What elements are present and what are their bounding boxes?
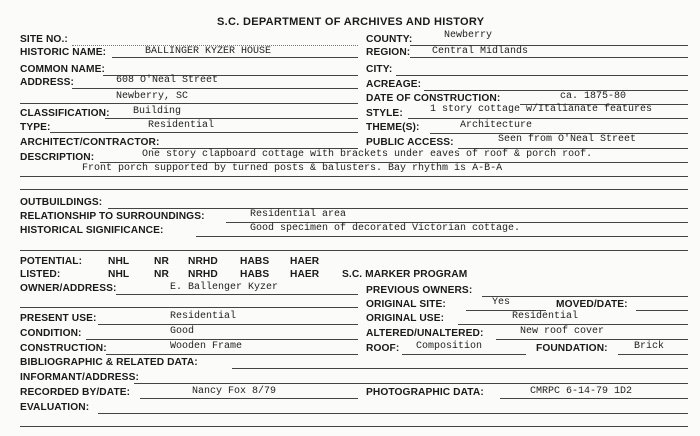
significance-line2	[20, 250, 688, 251]
historic-name-value: BALLINGER KYZER HOUSE	[145, 46, 272, 57]
common-name-label: COMMON NAME:	[20, 64, 105, 75]
recorded-by-label: RECORDED BY/DATE:	[20, 387, 131, 398]
moved-date-label: MOVED/DATE:	[556, 299, 628, 310]
previous-owners-label: PREVIOUS OWNERS:	[366, 285, 473, 296]
outbuildings-label: OUTBUILDINGS:	[20, 197, 103, 208]
construction-line	[106, 354, 358, 355]
foundation-value: Brick	[634, 341, 665, 352]
altered-line	[496, 339, 688, 340]
bibliographic-label: BIBLIOGRAPHIC & RELATED DATA:	[20, 357, 198, 368]
evaluation-line2	[20, 426, 688, 427]
classification-label: CLASSIFICATION:	[20, 108, 110, 119]
bibliographic-line	[232, 368, 688, 369]
listed-nrhd: NRHD	[188, 269, 218, 280]
listed-label: LISTED:	[20, 269, 61, 280]
listed-habs: HABS	[240, 269, 270, 280]
foundation-label: FOUNDATION:	[536, 343, 608, 354]
description-label: DESCRIPTION:	[20, 152, 95, 163]
listed-nhl: NHL	[108, 269, 130, 280]
foundation-line	[618, 354, 688, 355]
outbuildings-line	[108, 208, 688, 209]
description-line3	[20, 189, 688, 190]
listed-nr: NR	[154, 269, 169, 280]
original-site-value: Yes	[492, 297, 511, 308]
style-label: STYLE:	[366, 108, 403, 119]
altered-label: ALTERED/UNALTERED:	[366, 328, 484, 339]
site-no-label: SITE NO.:	[20, 34, 68, 45]
relationship-label: RELATIONSHIP TO SURROUNDINGS:	[20, 211, 205, 222]
listed-haer: HAER	[290, 269, 320, 280]
condition-label: CONDITION:	[20, 328, 82, 339]
county-value: Newberry	[444, 30, 493, 41]
themes-value: Architecture	[460, 120, 533, 131]
owner-address-label: OWNER/ADDRESS:	[20, 283, 117, 294]
potential-nhl: NHL	[108, 256, 130, 267]
historic-name-label: HISTORIC NAME:	[20, 47, 107, 58]
historic-name-line	[112, 57, 358, 58]
original-site-label: ORIGINAL SITE:	[366, 299, 446, 310]
acreage-label: ACREAGE:	[366, 79, 422, 90]
present-use-value: Residential	[170, 311, 237, 322]
style-value: 1 story cottage w/Italianate features	[430, 104, 653, 115]
marker-program-label: S.C. MARKER PROGRAM	[342, 269, 468, 280]
construction-value: Wooden Frame	[170, 341, 243, 352]
original-use-value: Residential	[512, 311, 579, 322]
city-line	[396, 75, 688, 76]
architect-label: ARCHITECT/CONTRACTOR:	[20, 137, 160, 148]
evaluation-label: EVALUATION:	[20, 402, 90, 413]
address-label: ADDRESS:	[20, 77, 75, 88]
roof-value: Composition	[416, 341, 483, 352]
potential-nr: NR	[154, 256, 169, 267]
classification-value: Building	[133, 106, 182, 117]
address-line2-value: Newberry, SC	[116, 91, 189, 102]
themes-label: THEME(S):	[366, 122, 420, 133]
potential-habs: HABS	[240, 256, 270, 267]
original-use-line	[458, 324, 688, 325]
potential-label: POTENTIAL:	[20, 256, 83, 267]
county-label: COUNTY:	[366, 34, 413, 45]
photographic-data-value: CMRPC 6-14-79 1D2	[530, 386, 633, 397]
original-use-label: ORIGINAL USE:	[366, 313, 445, 324]
address-line1	[72, 88, 358, 89]
present-use-label: PRESENT USE:	[20, 313, 97, 324]
form-header: S.C. DEPARTMENT OF ARCHIVES AND HISTORY	[217, 16, 485, 28]
condition-value: Good	[170, 326, 195, 337]
significance-value: Good specimen of decorated Victorian cottage.	[250, 223, 521, 234]
city-label: CITY:	[366, 64, 393, 75]
owner-value: E. Ballenger Kyzer	[170, 282, 279, 293]
address-line1-value: 608 O'Neal Street	[116, 75, 219, 86]
description-line2	[20, 176, 688, 177]
condition-line	[86, 339, 358, 340]
potential-nrhd: NRHD	[188, 256, 218, 267]
classification-line	[105, 118, 358, 119]
relationship-value: Residential area	[250, 209, 347, 220]
owner-line	[116, 294, 358, 295]
date-of-construction-value: ca. 1875-80	[560, 91, 627, 102]
type-value: Residential	[148, 120, 215, 131]
public-access-value: Seen from O'Neal Street	[498, 134, 637, 145]
roof-label: ROOF:	[366, 343, 400, 354]
altered-value: New roof cover	[520, 326, 605, 337]
photographic-data-line	[500, 398, 688, 399]
potential-haer: HAER	[290, 256, 320, 267]
region-value: Central Midlands	[432, 46, 529, 57]
evaluation-line	[98, 413, 688, 414]
roof-line	[402, 354, 526, 355]
acreage-line	[424, 90, 688, 91]
region-line	[410, 57, 688, 58]
description-line2-value: Front porch supported by turned posts & balusters. Bay rhythm is A-B-A	[82, 163, 503, 174]
public-access-label: PUBLIC ACCESS:	[366, 137, 454, 148]
recorded-by-line	[140, 398, 358, 399]
address-line2	[20, 103, 358, 104]
description-line1-value: One story clapboard cottage with brackets under eaves of roof & porch roof.	[142, 149, 593, 160]
type-line	[50, 132, 358, 133]
informant-label: INFORMANT/ADDRESS:	[20, 372, 139, 383]
photographic-data-label: PHOTOGRAPHIC DATA:	[366, 387, 484, 398]
style-line	[408, 118, 688, 119]
type-label: TYPE:	[20, 122, 51, 133]
present-use-line	[98, 324, 358, 325]
significance-label: HISTORICAL SIGNIFICANCE:	[20, 225, 164, 236]
informant-line	[134, 383, 688, 384]
moved-date-line	[636, 310, 688, 311]
region-label: REGION:	[366, 47, 411, 58]
significance-line	[196, 236, 688, 237]
date-of-construction-label: DATE OF CONSTRUCTION:	[366, 93, 501, 104]
construction-label: CONSTRUCTION:	[20, 343, 107, 354]
recorded-by-value: Nancy Fox 8/79	[192, 386, 277, 397]
owner-line2	[20, 307, 358, 308]
previous-owners-line	[482, 296, 688, 297]
